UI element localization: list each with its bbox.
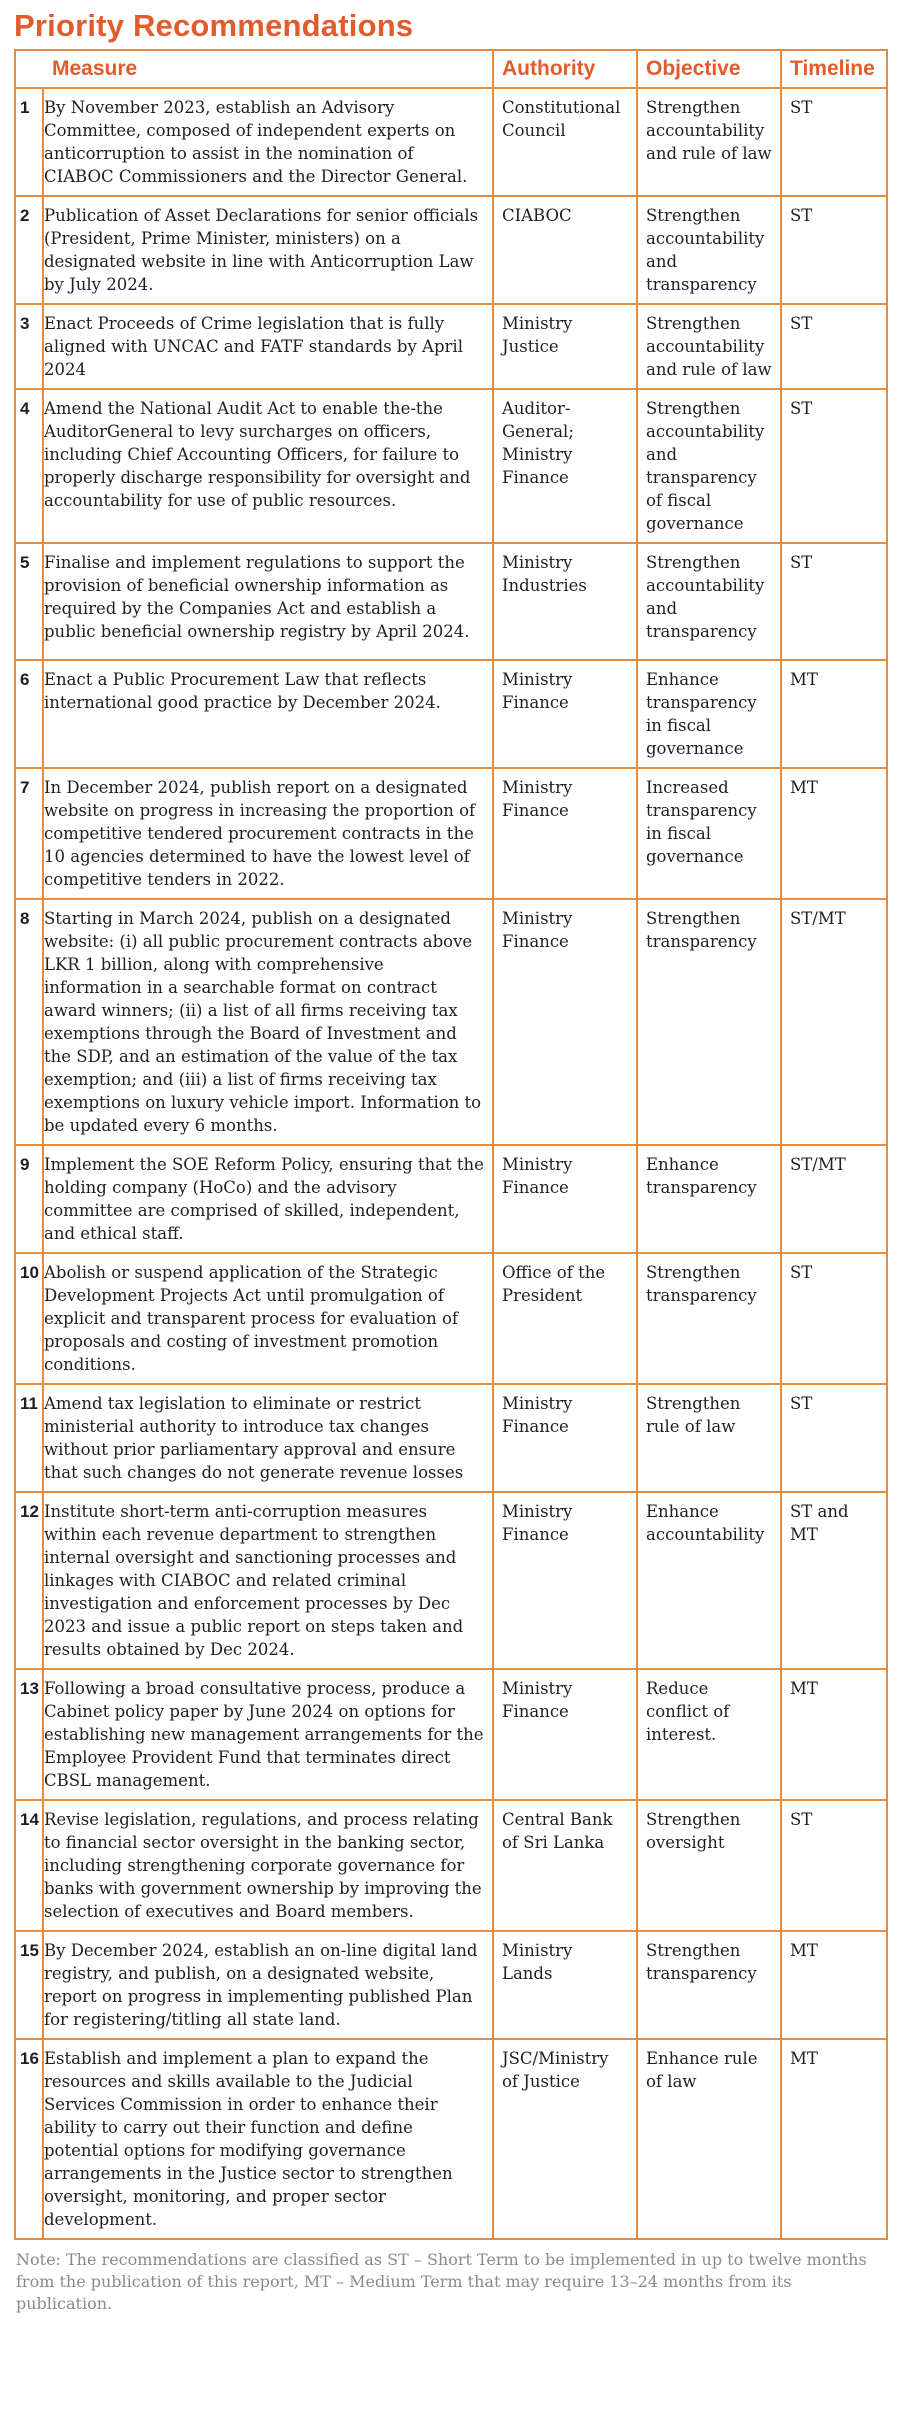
table-row (15, 1253, 887, 1384)
column-header-objective: Objective (637, 50, 781, 88)
authority-cell: Ministry Finance (493, 1492, 637, 1669)
timeline-cell: ST (781, 196, 887, 304)
measure-cell: Institute short-term anti-corruption measures within each revenue department to strengthen internal oversight and sanctioning processes and linkages with CIABOC and related criminal investigation and enforcement processes by Dec 2023 and issue a public report on steps taken and results obtained by Dec 2024. (43, 1492, 493, 1669)
measure-cell: Establish and implement a plan to expand the resources and skills available to the Judicial Services Commission in order to enhance their ability to carry out their function and define potential options for modifying governance arrangements in the Justice sector to strengthen oversight, monitoring, and proper sector development. (43, 2039, 493, 2239)
table-row (15, 660, 887, 768)
timeline-cell: MT (781, 1931, 887, 2039)
authority-cell: Ministry Industries (493, 543, 637, 660)
authority-cell: Ministry Lands (493, 1931, 637, 2039)
objective-cell: Increased transparency in fiscal governance (637, 768, 781, 899)
timeline-cell: ST/MT (781, 1145, 887, 1253)
row-number: 8 (15, 899, 43, 1145)
objective-cell: Reduce conflict of interest. (637, 1669, 781, 1800)
row-number: 11 (15, 1384, 43, 1492)
measure-cell: Amend tax legislation to eliminate or restrict ministerial authority to introduce tax changes without prior parliamentary approval and ensure that such changes do not generate revenue losses (43, 1384, 493, 1492)
objective-cell: Strengthen transparency (637, 1253, 781, 1384)
authority-cell: Ministry Finance (493, 1145, 637, 1253)
objective-cell: Enhance transparency in fiscal governance (637, 660, 781, 768)
authority-cell: Ministry Finance (493, 1384, 637, 1492)
row-number: 5 (15, 543, 43, 660)
authority-cell: JSC/Ministry of Justice (493, 2039, 637, 2239)
table-row (15, 196, 887, 304)
objective-cell: Strengthen accountability and transparency of fiscal governance (637, 389, 781, 543)
objective-cell: Enhance transparency (637, 1145, 781, 1253)
measure-cell: Publication of Asset Declarations for senior officials (President, Prime Minister, ministers) on a designated website in line with Anticorruption Law by July 2024. (43, 196, 493, 304)
objective-cell: Strengthen accountability and rule of law (637, 304, 781, 389)
measure-cell: Implement the SOE Reform Policy, ensuring that the holding company (HoCo) and the advisory committee are comprised of skilled, independent, and ethical staff. (43, 1145, 493, 1253)
table-row (15, 1800, 887, 1931)
table-header-row (15, 50, 887, 88)
timeline-cell: ST (781, 543, 887, 660)
row-number: 12 (15, 1492, 43, 1669)
table-row (15, 1384, 887, 1492)
timeline-cell: ST (781, 304, 887, 389)
table-row (15, 88, 887, 196)
row-number: 13 (15, 1669, 43, 1800)
measure-cell: Enact Proceeds of Crime legislation that is fully aligned with UNCAC and FATF standards by April 2024 (43, 304, 493, 389)
classification-note: Note: The recommendations are classified as ST – Short Term to be implemented in up to twelve months from the publication of this report, MT – Medium Term that may require 13–24 months from its publication. (16, 2250, 867, 2313)
authority-cell: Ministry Justice (493, 304, 637, 389)
objective-cell: Strengthen transparency (637, 899, 781, 1145)
timeline-cell: ST (781, 1253, 887, 1384)
objective-cell: Strengthen transparency (637, 1931, 781, 2039)
recommendations-page (14, 6, 886, 2315)
authority-cell: Ministry Finance (493, 768, 637, 899)
timeline-cell: ST/MT (781, 899, 887, 1145)
measure-cell: By November 2023, establish an Advisory Committee, composed of independent experts on anticorruption to assist in the nomination of CIABOC Commissioners and the Director General. (43, 88, 493, 196)
table-body (15, 88, 887, 2239)
measure-cell: Amend the National Audit Act to enable the-the AuditorGeneral to levy surcharges on officers, including Chief Accounting Officers, for failure to properly discharge responsibility for oversight and accountability for use of public resources. (43, 389, 493, 543)
table-row (15, 304, 887, 389)
objective-cell: Strengthen accountability and transparency (637, 543, 781, 660)
measure-cell: In December 2024, publish report on a designated website on progress in increasing the proportion of competitive tendered procurement contracts in the 10 agencies determined to have the lowest level of competitive tenders in 2022. (43, 768, 493, 899)
row-number: 10 (15, 1253, 43, 1384)
table-row (15, 1931, 887, 2039)
page-title: Priority Recommendations (14, 8, 414, 43)
table-row (15, 1669, 887, 1800)
table-row (15, 1492, 887, 1669)
measure-cell: By December 2024, establish an on-line digital land registry, and publish, on a designated website, report on progress in implementing published Plan for registering/titling all state land. (43, 1931, 493, 2039)
timeline-cell: MT (781, 1669, 887, 1800)
authority-cell: Constitutional Council (493, 88, 637, 196)
timeline-cell: MT (781, 2039, 887, 2239)
column-header-authority: Authority (493, 50, 637, 88)
authority-cell: Office of the President (493, 1253, 637, 1384)
recommendations-table (14, 49, 888, 2240)
table-row (15, 768, 887, 899)
table-row (15, 389, 887, 543)
row-number: 16 (15, 2039, 43, 2239)
table-row (15, 899, 887, 1145)
row-number: 9 (15, 1145, 43, 1253)
measure-cell: Enact a Public Procurement Law that reflects international good practice by December 2024. (43, 660, 493, 768)
authority-cell: Ministry Finance (493, 660, 637, 768)
authority-cell: Ministry Finance (493, 1669, 637, 1800)
row-number: 7 (15, 768, 43, 899)
objective-cell: Strengthen rule of law (637, 1384, 781, 1492)
measure-cell: Finalise and implement regulations to support the provision of beneficial ownership information as required by the Companies Act and establish a public beneficial ownership registry by April 2024. (43, 543, 493, 660)
row-number: 3 (15, 304, 43, 389)
objective-cell: Enhance rule of law (637, 2039, 781, 2239)
measure-cell: Following a broad consultative process, produce a Cabinet policy paper by June 2024 on options for establishing new management arrangements for the Employee Provident Fund that terminates direct CBSL management. (43, 1669, 493, 1800)
measure-cell: Revise legislation, regulations, and process relating to financial sector oversight in the banking sector, including strengthening corporate governance for banks with government ownership by improving the selection of executives and Board members. (43, 1800, 493, 1931)
objective-cell: Enhance accountability (637, 1492, 781, 1669)
objective-cell: Strengthen oversight (637, 1800, 781, 1931)
table-row (15, 1145, 887, 1253)
authority-cell: Ministry Finance (493, 899, 637, 1145)
measure-cell: Abolish or suspend application of the Strategic Development Projects Act until promulgation of explicit and transparent process for evaluation of proposals and costing of investment promotion conditions. (43, 1253, 493, 1384)
column-header-timeline: Timeline (781, 50, 887, 88)
objective-cell: Strengthen accountability and transparency (637, 196, 781, 304)
row-number: 14 (15, 1800, 43, 1931)
timeline-cell: ST and MT (781, 1492, 887, 1669)
timeline-cell: ST (781, 1384, 887, 1492)
authority-cell: Central Bank of Sri Lanka (493, 1800, 637, 1931)
row-number: 1 (15, 88, 43, 196)
timeline-cell: ST (781, 88, 887, 196)
authority-cell: Auditor-General; Ministry Finance (493, 389, 637, 543)
timeline-cell: MT (781, 660, 887, 768)
authority-cell: CIABOC (493, 196, 637, 304)
row-number: 6 (15, 660, 43, 768)
table-row (15, 2039, 887, 2239)
timeline-cell: ST (781, 389, 887, 543)
table-row (15, 543, 887, 660)
timeline-cell: ST (781, 1800, 887, 1931)
row-number: 4 (15, 389, 43, 543)
row-number: 15 (15, 1931, 43, 2039)
measure-cell: Starting in March 2024, publish on a designated website: (i) all public procurement contracts above LKR 1 billion, along with comprehensive information in a searchable format on contract award winners; (ii) a list of all firms receiving tax exemptions through the Board of Investment and the SDP, and an estimation of the value of the tax exemption; and (iii) a list of firms receiving tax exemptions on luxury vehicle import. Information to be updated every 6 months. (43, 899, 493, 1145)
objective-cell: Strengthen accountability and rule of law (637, 88, 781, 196)
timeline-cell: MT (781, 768, 887, 899)
column-header-measure: Measure (15, 50, 493, 88)
row-number: 2 (15, 196, 43, 304)
